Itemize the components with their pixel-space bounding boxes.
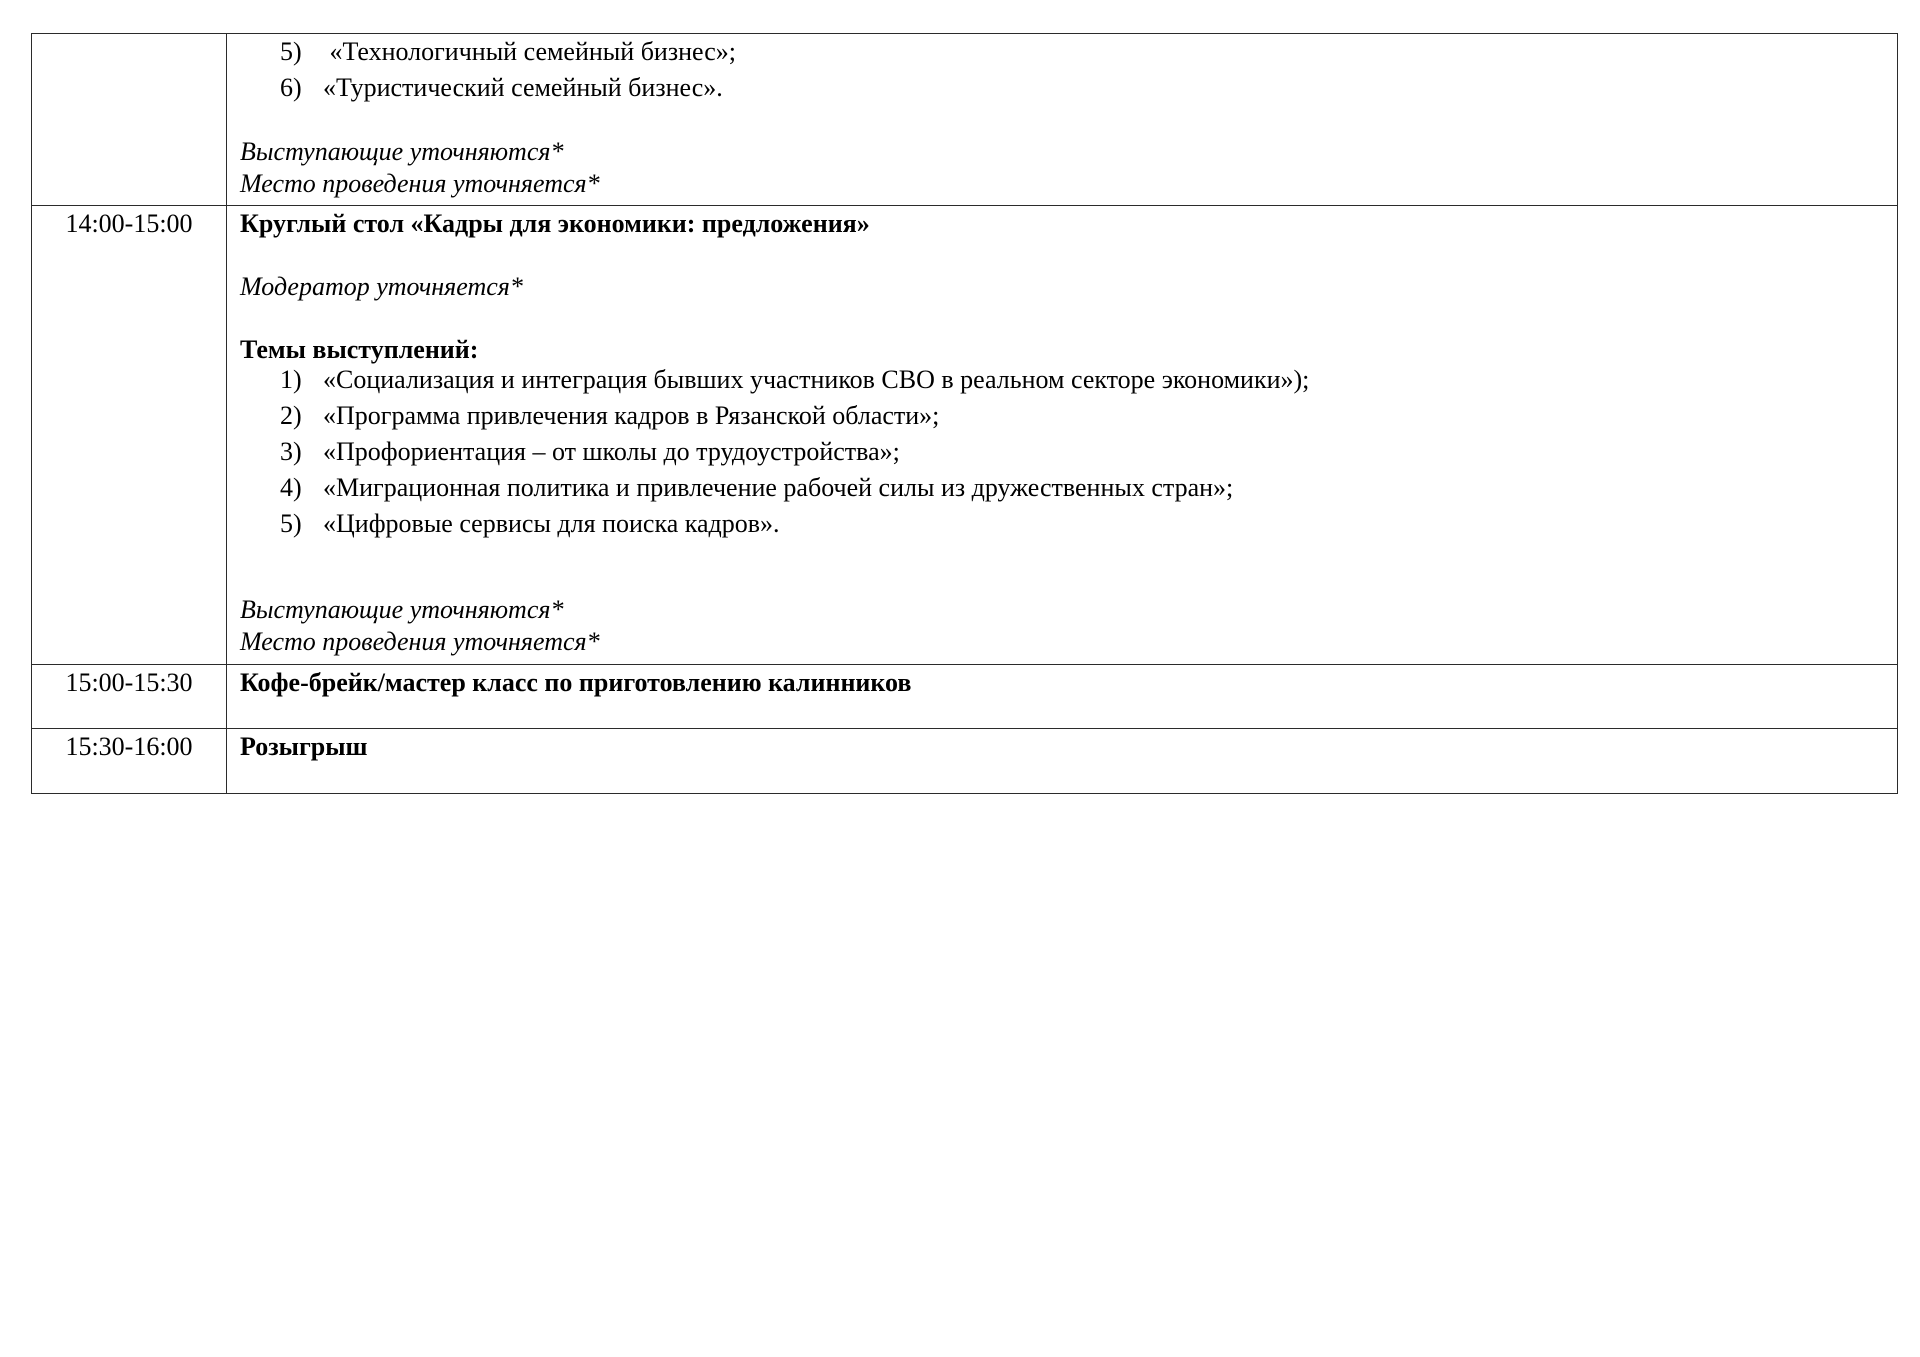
list-item-text: «Технологичный семейный бизнес»; — [323, 37, 736, 66]
speakers-note: Выступающие уточняются* — [240, 595, 564, 624]
list-item-text: «Профориентация – от школы до трудоустройства»; — [323, 437, 900, 466]
list-item — [240, 362, 1887, 398]
venue-note: Место проведения уточняется* — [240, 627, 600, 656]
content-cell — [227, 665, 1898, 729]
list-item — [240, 34, 1887, 70]
time-cell — [32, 206, 227, 665]
time-cell — [32, 665, 227, 729]
table-row — [32, 729, 1898, 794]
content-cell — [227, 206, 1898, 665]
topic-list — [240, 362, 1887, 542]
content-cell — [227, 34, 1898, 206]
content-cell — [227, 729, 1898, 794]
topics-heading: Темы выступлений: — [240, 335, 479, 364]
list-item — [240, 70, 1887, 106]
event-title: Кофе-брейк/мастер класс по приготовлению калинников — [240, 668, 912, 697]
list-item — [240, 398, 1887, 434]
event-title: Розыгрыш — [240, 732, 368, 761]
list-item — [240, 434, 1887, 470]
list-item-number: 6) — [280, 73, 302, 102]
list-item-text: «Туристический семейный бизнес». — [323, 73, 723, 102]
schedule-table — [31, 33, 1898, 794]
list-item-number: 2) — [280, 401, 302, 430]
list-item-text: «Цифровые сервисы для поиска кадров». — [323, 509, 780, 538]
event-title: Круглый стол «Кадры для экономики: предложения» — [240, 209, 870, 238]
list-item-text: «Миграционная политика и привлечение рабочей силы из дружественных стран»; — [323, 473, 1234, 502]
list-item-number: 1) — [280, 365, 302, 394]
list-item-number: 4) — [280, 473, 302, 502]
table-row — [32, 206, 1898, 665]
speakers-note: Выступающие уточняются* — [240, 137, 564, 166]
time-label: 15:30-16:00 — [65, 732, 193, 761]
time-cell — [32, 34, 227, 206]
list-item-text: «Программа привлечения кадров в Рязанской области»; — [323, 401, 940, 430]
list-item-number: 3) — [280, 437, 302, 466]
list-item — [240, 470, 1887, 506]
list-item-number: 5) — [280, 509, 302, 538]
moderator-note: Модератор уточняется* — [240, 272, 523, 301]
table-row — [32, 34, 1898, 206]
table-row — [32, 665, 1898, 729]
time-cell — [32, 729, 227, 794]
topic-list — [240, 34, 1887, 106]
time-label — [32, 34, 226, 36]
list-item-text: «Социализация и интеграция бывших участников СВО в реальном секторе экономики»); — [323, 365, 1310, 394]
list-item — [240, 506, 1887, 542]
venue-note: Место проведения уточняется* — [240, 169, 600, 198]
time-label: 15:00-15:30 — [65, 668, 193, 697]
time-label: 14:00-15:00 — [65, 209, 193, 238]
list-item-number: 5) — [280, 37, 302, 66]
